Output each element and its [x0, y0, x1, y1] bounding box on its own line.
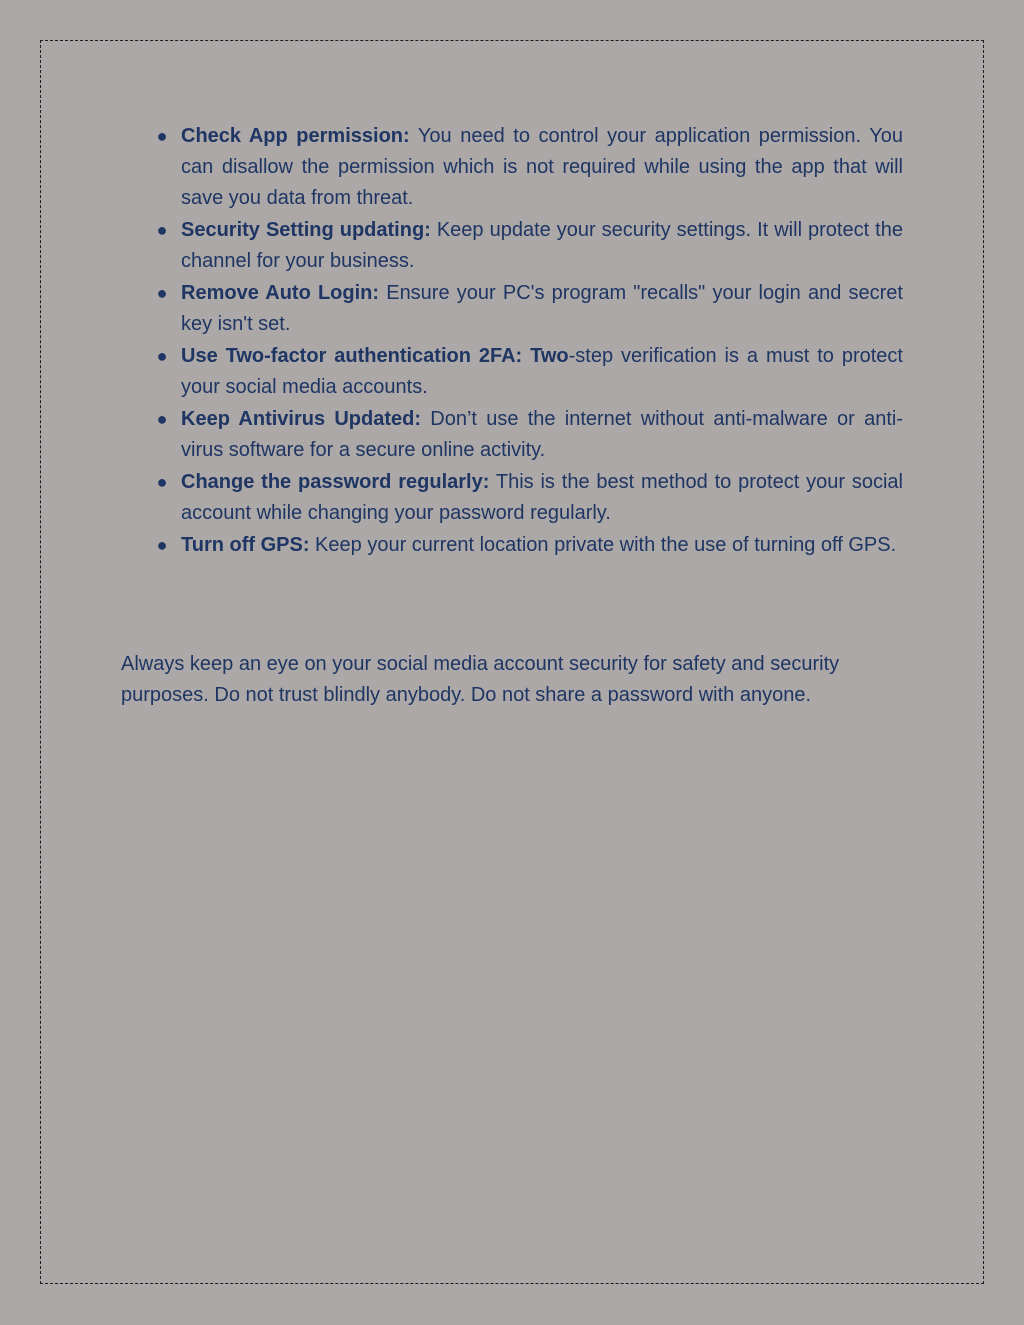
bullet-icon: ●	[156, 409, 168, 429]
bullet-icon: ●	[156, 126, 168, 146]
list-item	[156, 404, 903, 466]
tip-title: Check App permission:	[181, 125, 410, 147]
tip-text: Ensure your PC's program "recalls" your login and secret key isn't set.	[181, 282, 903, 335]
tip-text: -step verification is a must to protect your social media accounts.	[181, 345, 903, 398]
tip-title: Turn off GPS:	[181, 534, 310, 556]
bullet-icon: ●	[156, 220, 168, 240]
tip-title: Security Setting updating:	[181, 219, 431, 241]
list-item	[156, 215, 903, 277]
list-item	[156, 341, 903, 403]
bullet-icon: ●	[156, 346, 168, 366]
tip-title: Keep Antivirus Updated:	[181, 408, 422, 430]
security-tips-list	[156, 121, 904, 562]
list-item	[156, 467, 903, 529]
closing-paragraph: Always keep an eye on your social media account security for safety and security purposes. Do not trust blindly anybody. Do not share a password with anyone.	[121, 653, 840, 706]
list-item	[156, 278, 903, 340]
tip-text: This is the best method to protect your social account while changing your password regularly.	[181, 471, 903, 524]
tip-title: Use Two-factor authentication 2FA: Two	[181, 345, 569, 367]
tip-text: Keep update your security settings. It will protect the channel for your business.	[181, 219, 903, 272]
bullet-icon: ●	[156, 283, 168, 303]
bullet-icon: ●	[156, 472, 168, 492]
tip-text: Keep your current location private with the use of turning off GPS.	[309, 534, 897, 556]
tip-title: Remove Auto Login:	[181, 282, 380, 304]
list-item	[156, 121, 904, 214]
tip-title: Change the password regularly:	[181, 471, 490, 493]
tip-text: Don’t use the internet without anti-malware or anti-virus software for a secure online activity.	[181, 408, 903, 461]
tip-text: You need to control your application permission. You can disallow the permission which is not required while using the app that will save you data from threat.	[181, 125, 904, 209]
bullet-icon: ●	[156, 535, 168, 555]
list-item	[156, 530, 903, 561]
